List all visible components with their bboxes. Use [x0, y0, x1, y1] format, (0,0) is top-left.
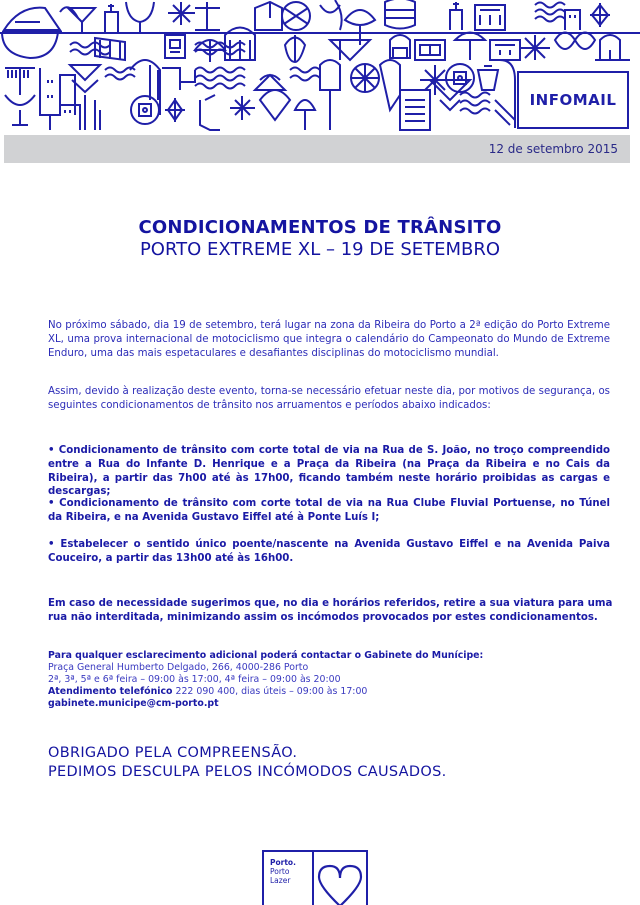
issue-date: 12 de setembro 2015 — [488, 142, 618, 156]
condition-item: • Estabelecer o sentido único poente/nascente na Avenida Gustavo Eiffel e na Avenida Paiva Couceiro, a partir das 13h00 até às 16h00. — [48, 539, 610, 564]
contact-heading: Para qualquer esclarecimento adicional poderá contactar o Gabinete do Munícipe: — [48, 650, 484, 661]
contact-email-link[interactable]: gabinete.municipe@cm-porto.pt — [48, 698, 219, 709]
lantern-icon — [320, 0, 342, 30]
tree-icon-2 — [320, 60, 340, 130]
date-bar — [4, 135, 630, 163]
infomail-badge — [517, 71, 629, 129]
wine-glass-icon — [126, 2, 154, 32]
firework-icon-2 — [520, 35, 550, 60]
page-title — [0, 217, 640, 261]
title-line-2: PORTO EXTREME XL – 19 DE SETEMBRO — [139, 239, 501, 260]
phone-details: 222 090 400, dias úteis – 09:00 às 17:00 — [172, 686, 368, 697]
logo-text — [264, 852, 314, 905]
flower-icon-2 — [590, 3, 610, 27]
document-lines-icon — [400, 90, 430, 130]
closing-line-2: PEDIMOS DESCULPA PELOS INCÓMODOS CAUSADOS. — [48, 764, 447, 780]
firework-icon — [168, 2, 195, 25]
logo-line-3: Lazer — [270, 876, 291, 885]
phone-label: Atendimento telefónico — [48, 686, 173, 697]
contact-block — [48, 650, 483, 710]
flower-icon — [165, 98, 185, 122]
coin-icon — [131, 96, 159, 124]
cocktail-glass-icon — [68, 8, 95, 32]
closing-message — [48, 744, 447, 782]
basket-icon — [255, 75, 285, 90]
condition-item: • Condicionamento de trânsito com corte total de via na Rua de S. João, no troço compreendido entre a Rua do Infante D. Henrique e a Praça da Ribeira (na Praça da Ribeira e no Cais da Ribeira), a partir das 7h00 até às 17h00, ficando também neste horário proibidas as cargas e descargas; — [48, 445, 610, 498]
porto-lazer-logo — [262, 850, 368, 905]
hot-air-balloon-icon — [260, 90, 290, 120]
logo-line-1: Porto. — [270, 858, 296, 867]
tree-icon — [295, 100, 315, 130]
logo-heart-panel — [314, 852, 366, 905]
condition-item: • Condicionamento de trânsito com corte total de via na Rua Clube Fluvial Portuense, no Túnel da Ribeira, e na Avenida Gustavo Eiffel até à Ponte Luís I; — [48, 498, 610, 523]
contact-phone-line — [48, 686, 483, 698]
contact-address: Praça General Humberto Delgado, 266, 4000-286 Porto — [48, 662, 309, 673]
cup-icon — [5, 95, 35, 125]
artichoke-icon — [285, 35, 305, 62]
heart-icon — [315, 860, 365, 905]
conditions-intro-paragraph: Assim, devido à realização deste evento, torna-se necessário efetuar neste dia, por motivos de segurança, os seguintes condicionamentos de trânsito nos arruamentos e períodos abaixo indicados: — [48, 386, 610, 411]
contact-hours: 2ª, 3ª, 5ª e 6ª feira – 09:00 às 17:00, 4ª feira – 09:00 às 20:00 — [48, 674, 341, 685]
advice-paragraph: Em caso de necessidade sugerimos que, no dia e horários referidos, retire a sua viatura para uma rua não interditada, minimizando assim os incómodos provocados por estes condicionamentos. — [48, 598, 613, 623]
logo-line-2: Porto — [270, 867, 290, 876]
closing-line-1: OBRIGADO PELA COMPREENSÃO. — [48, 745, 298, 761]
infomail-label: INFOMAIL — [529, 91, 617, 109]
title-line-1: CONDICIONAMENTOS DE TRÂNSITO — [138, 217, 502, 238]
boat-icon — [4, 8, 60, 30]
barrel-icon — [385, 0, 415, 29]
intro-paragraph: No próximo sábado, dia 19 de setembro, terá lugar na zona da Ribeira do Porto a 2ª edição do Porto Extreme XL, uma prova internacional de motociclismo que integra o calendário do Campeonato do Mundo de Extreme Enduro, uma das mais espetaculares e desafiantes disciplinas do motociclismo mundial. — [48, 320, 610, 359]
church-tower-icon — [105, 4, 118, 32]
